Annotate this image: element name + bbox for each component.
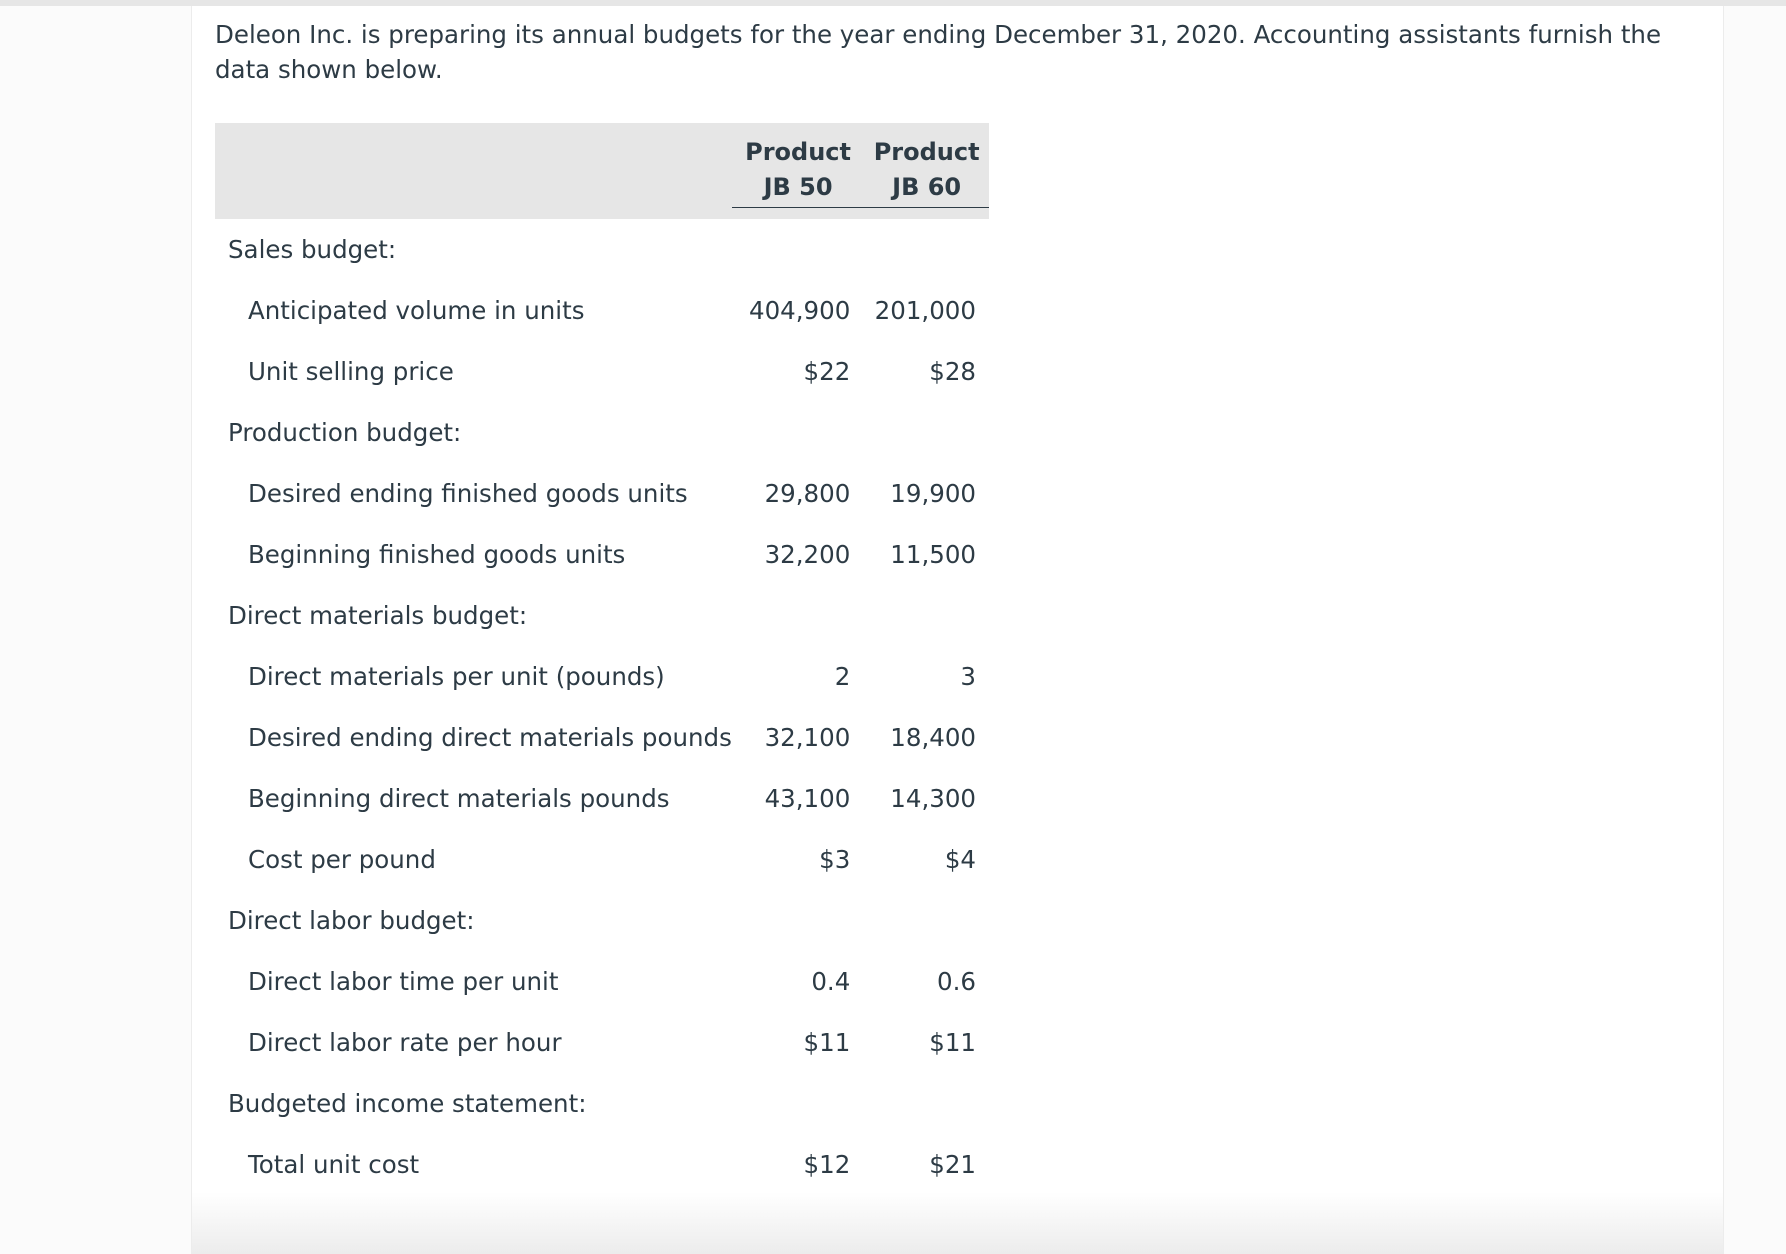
value-product-jb60: 0.6 (937, 967, 976, 996)
header-product-jb50-label: Product JB 50 (732, 135, 864, 208)
value-product-jb60: $4 (944, 845, 976, 874)
value-product-jb60: 19,900 (890, 479, 976, 508)
row-label: Direct materials per unit (pounds) (248, 662, 665, 691)
value-product-jb50 (732, 219, 864, 280)
header-product-jb50 (732, 123, 864, 219)
section-row (215, 219, 989, 280)
section-label: Sales budget: (228, 235, 397, 264)
value-product-jb50: 404,900 (748, 296, 851, 325)
value-product-jb50: 32,200 (764, 540, 851, 569)
section-label: Budgeted income statement: (228, 1089, 587, 1118)
row-label: Beginning finished goods units (248, 540, 626, 569)
section-row (215, 1073, 989, 1134)
table-row (215, 341, 989, 402)
section-row (215, 890, 989, 951)
value-product-jb50 (732, 890, 864, 951)
table-header-row (215, 123, 989, 219)
value-product-jb60: 3 (960, 662, 976, 691)
value-product-jb50 (732, 402, 864, 463)
budget-data-table (215, 123, 989, 1195)
value-product-jb50: $3 (819, 845, 851, 874)
table-row (215, 707, 989, 768)
value-product-jb60: 14,300 (890, 784, 976, 813)
table-row (215, 524, 989, 585)
row-label: Cost per pound (248, 845, 436, 874)
question-panel (191, 6, 1724, 1254)
table-body (215, 219, 989, 1195)
value-product-jb50: 2 (834, 662, 851, 691)
value-product-jb60: $21 (929, 1150, 976, 1179)
value-product-jb50: 0.4 (811, 967, 851, 996)
header-product-jb60 (864, 123, 989, 219)
value-product-jb50 (732, 1073, 864, 1134)
value-product-jb60: $28 (929, 357, 976, 386)
section-row (215, 585, 989, 646)
table-row (215, 646, 989, 707)
value-product-jb60: 201,000 (874, 296, 976, 325)
value-product-jb60: 11,500 (890, 540, 976, 569)
table-row (215, 951, 989, 1012)
value-product-jb50: $12 (803, 1150, 851, 1179)
intro-text: Deleon Inc. is preparing its annual budgets for the year ending December 31, 2020. Accounting assistants furnish the data shown below. (215, 20, 1662, 84)
table-row (215, 280, 989, 341)
row-label: Desired ending direct materials pounds (248, 723, 732, 752)
section-label: Production budget: (228, 418, 462, 447)
section-row (215, 402, 989, 463)
bottom-fade (192, 1192, 1723, 1254)
row-label: Direct labor rate per hour (248, 1028, 562, 1057)
table-row (215, 463, 989, 524)
value-product-jb50: $22 (803, 357, 851, 386)
value-product-jb50: 29,800 (764, 479, 851, 508)
value-product-jb50: $11 (803, 1028, 851, 1057)
value-product-jb60 (864, 219, 989, 280)
value-product-jb50 (732, 585, 864, 646)
value-product-jb60 (864, 402, 989, 463)
row-label: Anticipated volume in units (248, 296, 585, 325)
header-blank-cell (215, 123, 732, 219)
table-row (215, 1134, 989, 1195)
row-label: Beginning direct materials pounds (248, 784, 670, 813)
value-product-jb60 (864, 585, 989, 646)
row-label: Total unit cost (248, 1150, 420, 1179)
value-product-jb60: 18,400 (890, 723, 976, 752)
table-row (215, 829, 989, 890)
table-row (215, 1012, 989, 1073)
value-product-jb50: 32,100 (764, 723, 851, 752)
row-label: Unit selling price (248, 357, 454, 386)
header-product-jb60-label: Product JB 60 (864, 135, 989, 208)
section-label: Direct materials budget: (228, 601, 528, 630)
value-product-jb60: $11 (929, 1028, 976, 1057)
table-row (215, 768, 989, 829)
section-label: Direct labor budget: (228, 906, 475, 935)
row-label: Direct labor time per unit (248, 967, 559, 996)
value-product-jb60 (864, 890, 989, 951)
row-label: Desired ending finished goods units (248, 479, 688, 508)
value-product-jb50: 43,100 (764, 784, 851, 813)
value-product-jb60 (864, 1073, 989, 1134)
